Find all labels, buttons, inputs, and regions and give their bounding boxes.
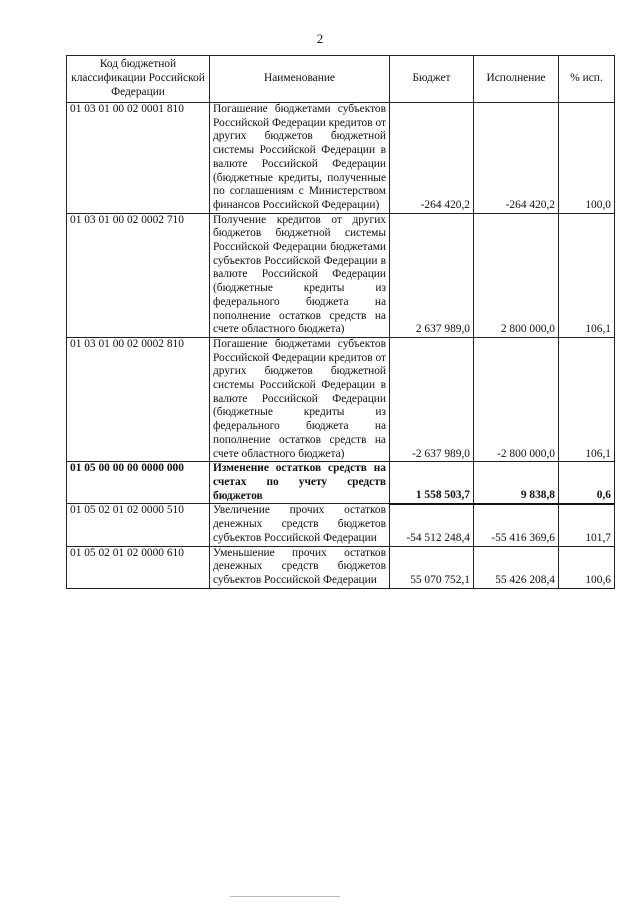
cell-code: 01 05 00 00 00 0000 000 — [67, 462, 210, 504]
header-execution: Исполнение — [474, 56, 559, 103]
table-row — [67, 462, 615, 504]
cell-execution: -264 420,2 — [474, 103, 559, 214]
cell-code: 01 03 01 00 02 0002 810 — [67, 337, 210, 461]
cell-code: 01 03 01 00 02 0001 810 — [67, 103, 210, 214]
cell-percent: 106,1 — [559, 337, 615, 461]
cell-code: 01 03 01 00 02 0002 710 — [67, 213, 210, 337]
cell-percent: 101,7 — [559, 504, 615, 546]
cell-execution: 55 426 208,4 — [474, 546, 559, 588]
cell-budget: 55 070 752,1 — [390, 546, 474, 588]
table-row — [67, 213, 615, 337]
cell-code: 01 05 02 01 02 0000 610 — [67, 546, 210, 588]
cell-name: Погашение бюджетами субъектов Российской Федерации кредитов от других бюджетов бюджетной системы Российской Федерации в валюте Российской Федерации (бюджетные кредиты, полученные по соглашениям с Министерством финансов Российской Федерации) — [210, 103, 390, 214]
cell-execution: 2 800 000,0 — [474, 213, 559, 337]
footer-rule — [230, 896, 340, 897]
header-name: Наименование — [210, 56, 390, 103]
table-row — [67, 546, 615, 588]
cell-code: 01 05 02 01 02 0000 510 — [67, 504, 210, 546]
header-budget: Бюджет — [390, 56, 474, 103]
budget-table — [66, 55, 615, 589]
header-percent: % исп. — [559, 56, 615, 103]
cell-execution: -2 800 000,0 — [474, 337, 559, 461]
header-code: Код бюджетной классификации Российской Федерации — [67, 56, 210, 103]
cell-budget: -2 637 989,0 — [390, 337, 474, 461]
cell-name: Получение кредитов от других бюджетов бюджетной системы Российской Федерации бюджетами субъектов Российской Федерации в валюте Российской Федерации (бюджетные кредиты из федерального бюджета на пополнение остатков средств на счете областного бюджета) — [210, 213, 390, 337]
cell-name: Уменьшение прочих остатков денежных средств бюджетов субъектов Российской Федерации — [210, 546, 390, 588]
cell-percent: 100,6 — [559, 546, 615, 588]
table-row — [67, 103, 615, 214]
cell-name: Увеличение прочих остатков денежных средств бюджетов субъектов Российской Федерации — [210, 504, 390, 546]
cell-percent: 106,1 — [559, 213, 615, 337]
cell-budget: -54 512 248,4 — [390, 504, 474, 546]
cell-execution: -55 416 369,6 — [474, 504, 559, 546]
table-body — [67, 103, 615, 589]
cell-percent: 0,6 — [559, 462, 615, 504]
cell-budget: 2 637 989,0 — [390, 213, 474, 337]
cell-name: Изменение остатков средств на счетах по учету средств бюджетов — [210, 462, 390, 504]
cell-name: Погашение бюджетами субъектов Российской Федерации кредитов от других бюджетов бюджетной системы Российской Федерации в валюте Российской Федерации (бюджетные кредиты из федерального бюджета на пополнение остатков средств на счете областного бюджета) — [210, 337, 390, 461]
page-number: 2 — [316, 31, 324, 46]
table-header-row — [67, 56, 615, 103]
cell-budget: 1 558 503,7 — [390, 462, 474, 504]
table-row — [67, 504, 615, 546]
table-row — [67, 337, 615, 461]
cell-execution: 9 838,8 — [474, 462, 559, 504]
cell-budget: -264 420,2 — [390, 103, 474, 214]
cell-percent: 100,0 — [559, 103, 615, 214]
